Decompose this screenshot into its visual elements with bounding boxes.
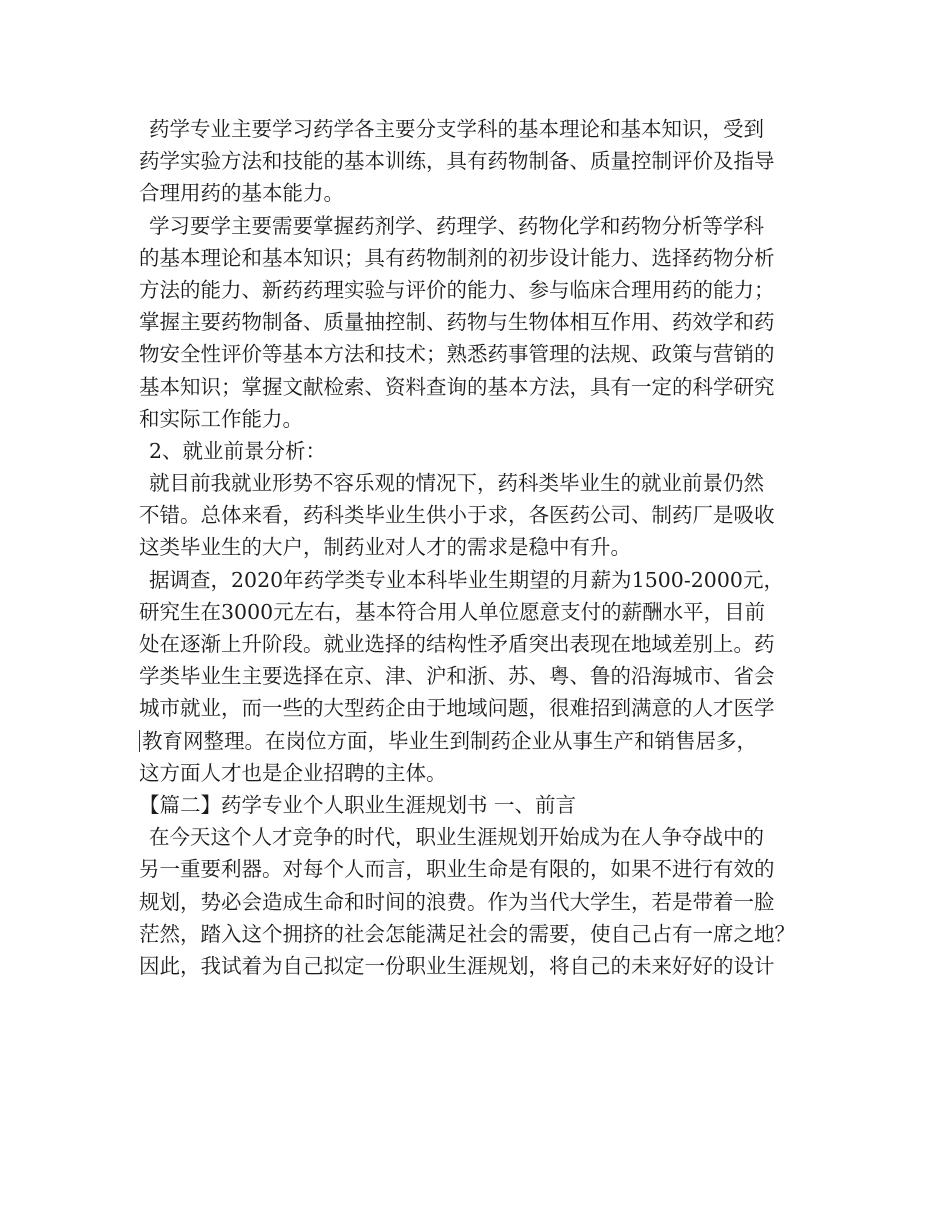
section-heading: 2、就业前景分析：: [149, 438, 327, 463]
text-line: 据调查，2020年药学类专业本科毕业生期望的月薪为1500-2000元，: [149, 567, 784, 592]
text-line: [139, 725, 819, 757]
text-line: 药学实验方法和技能的基本训练，具有药物制备、质量控制评价及指导: [139, 149, 775, 174]
text-line: 掌握主要药物制备、质量抽控制、药物与生物体相互作用、药效学和药: [139, 310, 775, 335]
text-line: 不错。总体来看，药科类毕业生供小于求，各医药公司、制药厂是吸收: [139, 503, 775, 528]
text-line: 城市就业，而一些的大型药企由于地域问题，很难招到满意的人才医学: [139, 696, 775, 721]
text-line: 物安全性评价等基本方法和技术；熟悉药事管理的法规、政策与营销的: [139, 342, 775, 367]
text-line: 和实际工作能力。: [139, 406, 303, 431]
text-line: 在今天这个人才竞争的时代，职业生涯规划开始成为在人争夺战中的: [149, 825, 764, 850]
text-line: 另一重要利器。对每个人而言，职业生命是有限的，如果不进行有效的: [139, 857, 775, 882]
text-line: 这类毕业生的大户，制药业对人才的需求是稳中有升。: [139, 535, 631, 560]
text-cursor: [139, 730, 140, 752]
document-page: [139, 113, 819, 982]
text-line: 处在逐渐上升阶段。就业选择的结构性矛盾突出表现在地域差别上。药: [139, 632, 775, 656]
text-line-content: 教育网整理。在岗位方面，毕业生到制药企业从事生产和销售居多，: [142, 728, 757, 753]
text-line: 学习要学主要需要掌握药剂学、药理学、药物化学和药物分析等学科: [149, 213, 764, 238]
text-line: 茫然，踏入这个拥挤的社会怎能满足社会的需要，使自己占有一席之地？: [139, 921, 795, 946]
text-line: 规划，势必会造成生命和时间的浪费。作为当代大学生，若是带着一脸: [139, 889, 775, 914]
text-line: 合理用药的基本能力。: [139, 181, 344, 206]
text-line: 就目前我就业形势不容乐观的情况下，药科类毕业生的就业前景仍然: [149, 471, 764, 496]
text-line: 研究生在3000元左右，基本符合用人单位愿意支付的薪酬水平，目前: [139, 599, 766, 624]
text-line: 这方面人才也是企业招聘的主体。: [139, 760, 447, 785]
text-line: 药学专业主要学习药学各主要分支学科的基本理论和基本知识，受到: [149, 117, 764, 141]
section-heading: 【篇二】药学专业个人职业生涯规划书 一、前言: [139, 792, 577, 817]
text-line: 学类毕业生主要选择在京、津、沪和浙、苏、粤、鲁的沿海城市、省会: [139, 664, 775, 689]
text-line: 因此，我试着为自己拟定一份职业生涯规划，将自己的未来好好的设计: [139, 953, 775, 978]
text-line: 方法的能力、新药药理实验与评价的能力、参与临床合理用药的能力；: [139, 277, 775, 302]
text-line: 的基本理论和基本知识；具有药物制剂的初步设计能力、选择药物分析: [139, 245, 775, 270]
text-line: 基本知识；掌握文献检索、资料查询的基本方法，具有一定的科学研究: [139, 374, 775, 399]
